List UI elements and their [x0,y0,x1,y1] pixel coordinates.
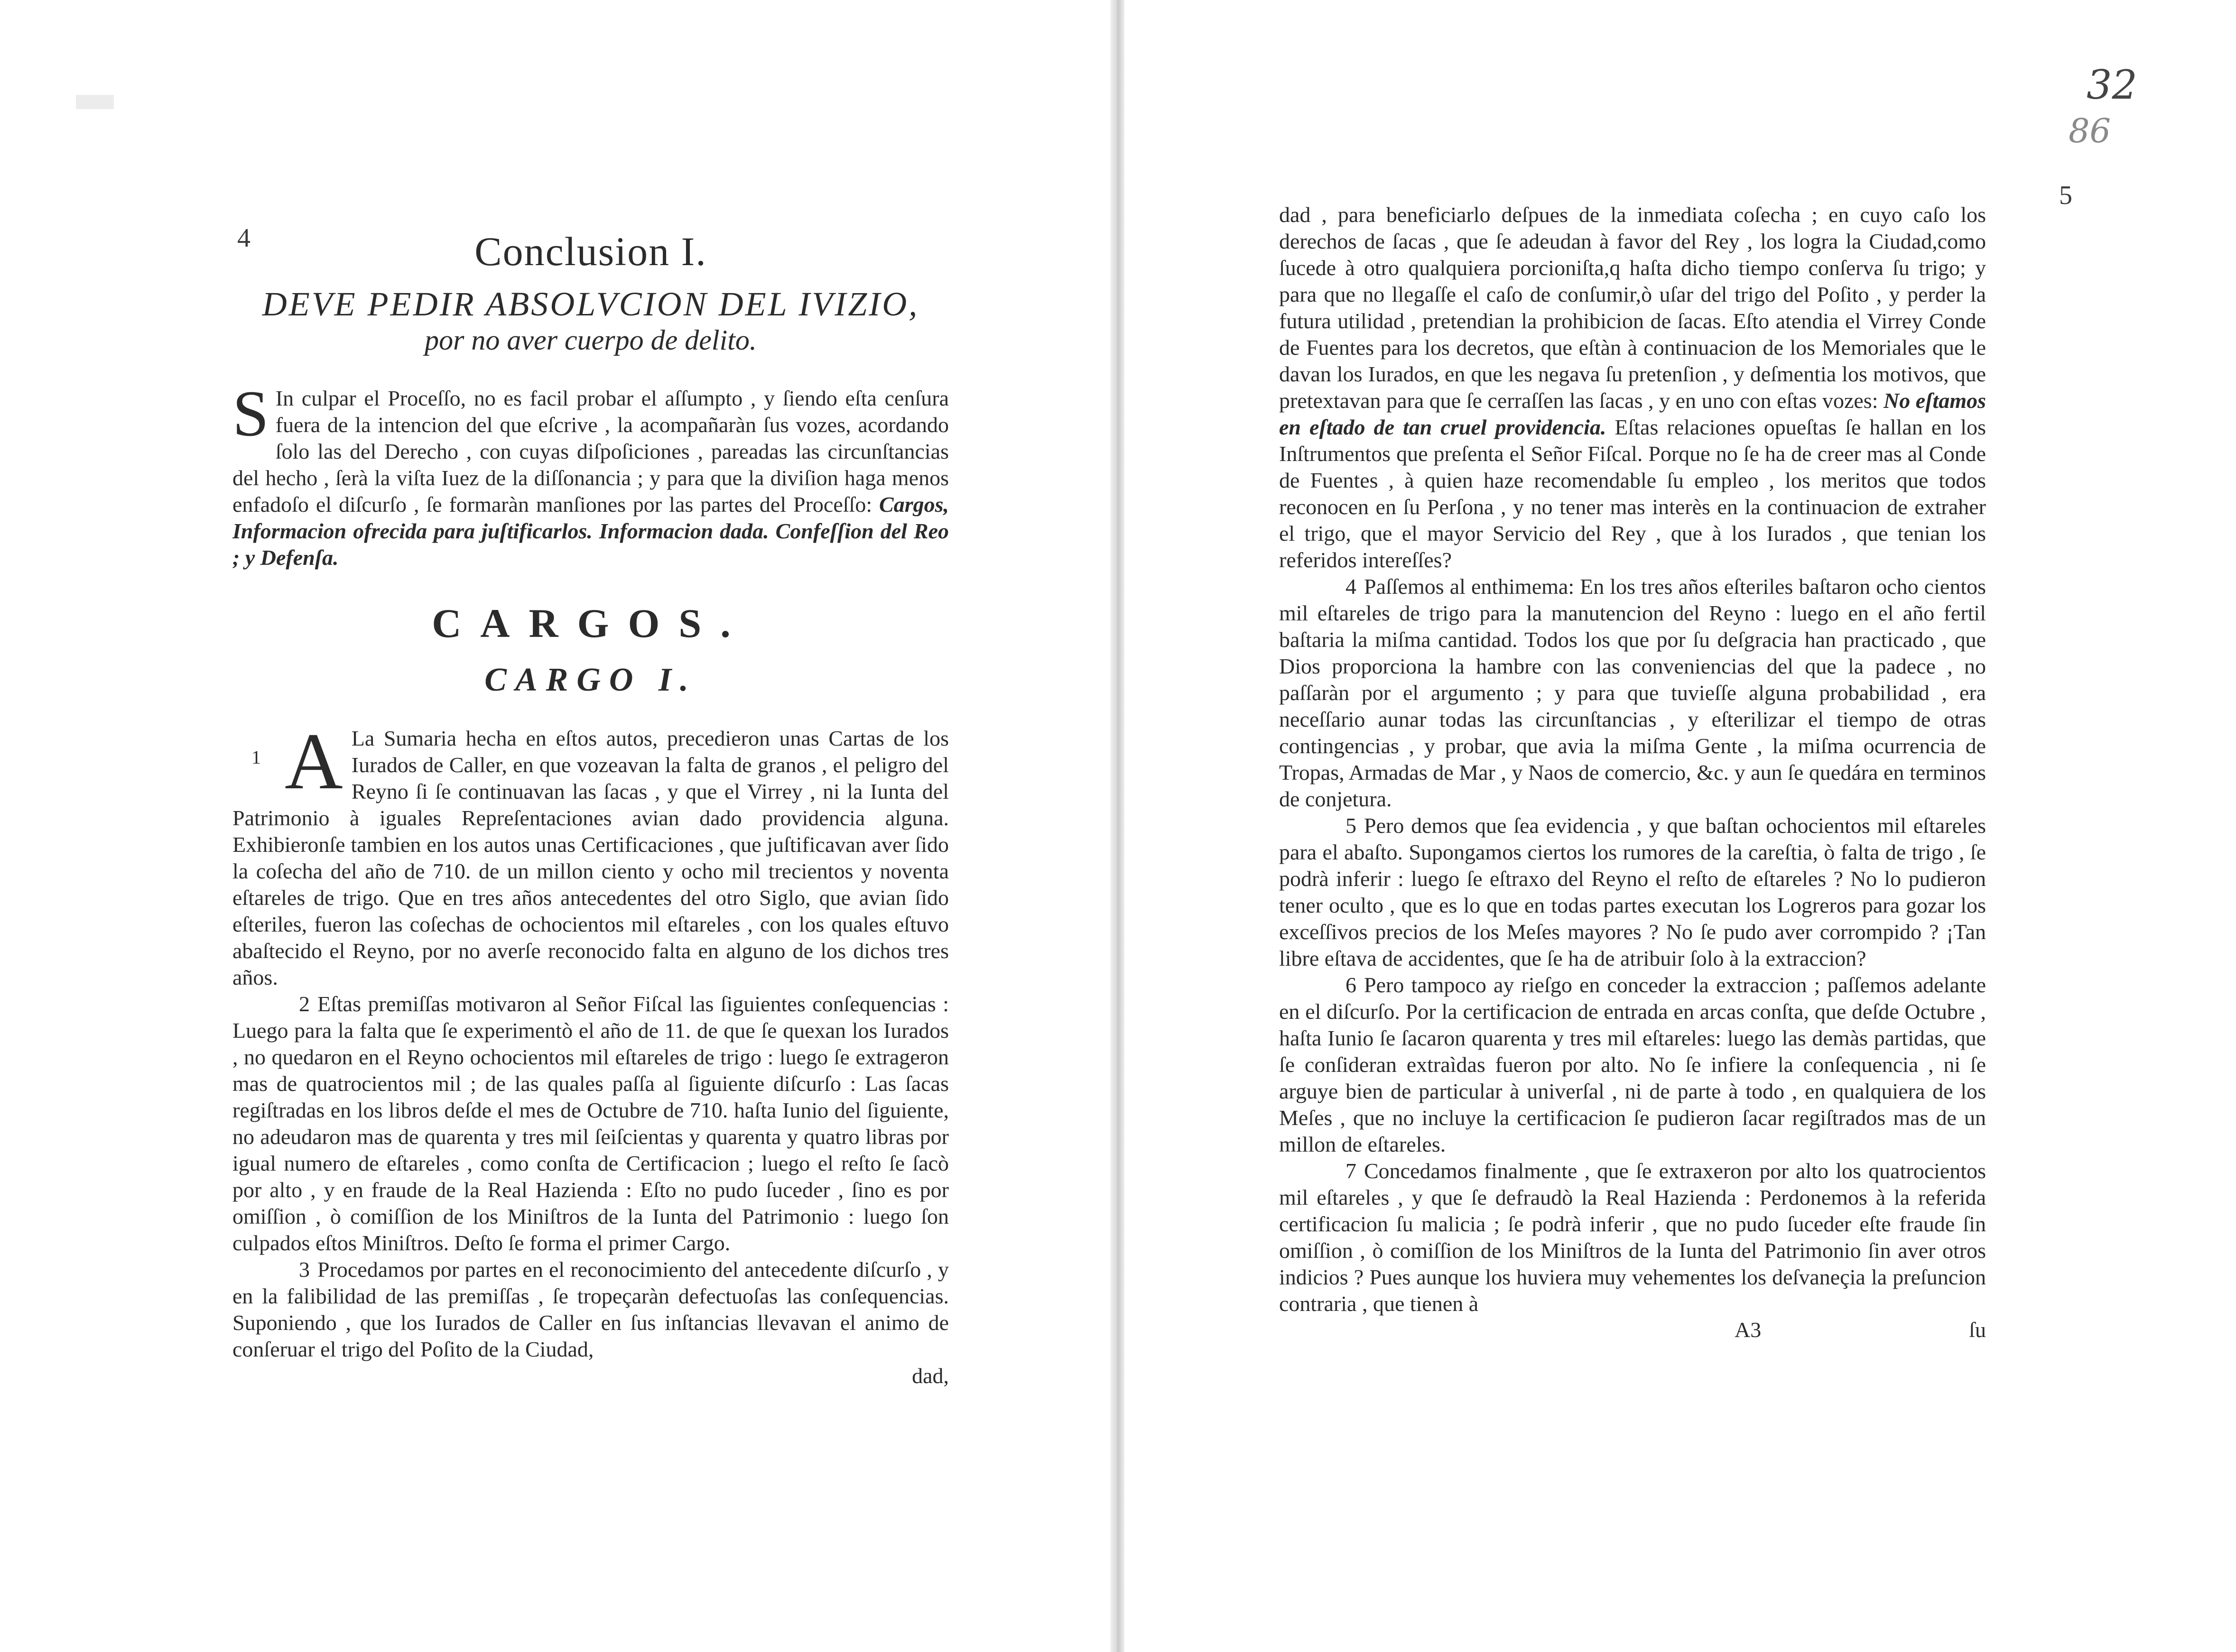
intro-dropcap: S [232,377,269,450]
paragraph-text-2: Eſtas relaciones opueſtas ſe hallan en los Inſtrumentos que preſenta el Señor Fiſcal. Porque no ſe ha de creer mas al Conde de Fuentes , à quien haze recomendable ſu empleo , los meritos que todos reconocen en ſu Perſona , y no tener mas interès en la continuacion de extraher el trigo, que el mayor Servicio del Rey , que à los Iurados , que tenian los referidos intereſſes? [1279,415,1986,572]
paragraph-number: 6 [1345,973,1356,997]
page-number: 5 [2059,181,2072,210]
intro-text: In culpar el Proceſſo, no es facil probar el aſſumpto , y ſiendo eſta cenſura fuera de la intencion del que eſcrive , la acompañaràn ſus vozes, acordando ſolo las del Derecho , con cuyas diſpoſiciones , pareadas las circunſtancias del hecho , ſerà la viſta Iuez de la diſſonancia ; y para que la diviſion haga menos enfadoſo el diſcurſo , ſe formaràn manſiones por las partes del Proceſſo: [232,386,949,517]
paragraph-number: 3 [299,1257,310,1282]
catchword: dad, [912,1364,949,1388]
cargo-title: CARGO I. [484,662,697,698]
paragraph-text: Concedamos finalmente , que ſe extraxeron por alto los quatrocientos mil eſtareles , y que ſe defraudò la Real Hazienda : Perdonemos à la referida certificacion ſu malicia ; ſe podrà inferir , que no pudo ſuceder eſte fraude ſin omiſſion , ò comiſſion de los Miniſtros de la Iunta del Patrimonio ſin aver otros indicios ? Pues aunque los huviera muy vehementes los deſvaneçia la preſuncion contraria , que tienen à [1279,1159,1986,1316]
conclusion-title: Conclusion I. [474,229,707,274]
paragraph-2 [232,991,949,1256]
right-page [1120,0,2236,1652]
paragraph-number: 5 [1345,813,1356,838]
handwritten-folio-number: 32 [2087,62,2137,108]
paragraph-4 [1279,573,1986,812]
paragraph-dropcap: A [285,717,343,806]
intro-paragraph [232,377,949,571]
right-text-column [1279,202,1986,1346]
conclusion-heading: DEVE PEDIR ABSOLVCION DEL IVIZIO, [262,285,919,323]
paragraph-text: La Sumaria hecha en eſtos autos, precedieron unas Cartas de los Iurados de Caller, en que vozeavan la falta de granos , el peligro del Reyno ſi ſe continuavan las ſacas , y que el Virrey , ni la Iunta del Patrimonio à iguales Repreſentaciones avian dado providencia alguna. Exhibieronſe tambien en los autos unas Certificaciones , que juſtificavan aver ſido la coſecha del año de 710. de un millon ciento y ocho mil trecientos y noventa eſtareles de trigo. Que en tres años antecedentes del otro Siglo, que avian ſido eſteriles, fueron las coſechas de ochocientos mil eſtareles , con los quales eſtuvo abaſtecido el Reyno, por no averſe reconocido falta en alguno de los dichos tres años. [232,726,949,989]
catchword: ſu [1969,1318,1986,1342]
paragraph-text: Pero demos que ſea evidencia , y que baſtan ochocientos mil eſtareles para el abaſto. Supongamos ciertos los rumores de la careſtia, ò falta de trigo , ſe podrà inferir : luego ſe eſtraxo del Reyno el reſto de eſtareles ? No lo pudieron tener oculto , que es lo que en todas partes executan los Logreros para gozar los exceſſivos precios de los Meſes mayores ? No ſe pudo aver corrompido ? ¡Tan libre eſtava de accidentes, que ſe ha de atribuir ſolo à la extraccion? [1279,813,1986,970]
intro-italic-text: Cargos, Informacion ofrecida para juſtificarlos. Informacion dada. Confeſſion del Reo ; y Defenſa. [232,492,949,570]
signature-mark: A3 [1735,1318,1762,1342]
page-number: 4 [237,223,251,253]
paragraph-text: dad , para beneficiarlo deſpues de la inmediata coſecha ; en cuyo caſo los derechos de ſacas , que ſe adeudan à favor del Rey , los logra la Ciudad,como ſucede à otro qualquiera porcioniſta,q haſta dicho tiempo conſerva ſu trigo; y para que no llegaſſe el caſo de conſumir,ò uſar del trigo del Poſito , y perder la futura utilidad , pretendian la prohibicion de ſacas. Eſto atendia el Virrey Conde de Fuentes para los decretos, que eſtàn à continuacion de los Memoriales que le davan los Iurados, en que les negava ſu pretenſion , y deſmentia los motivos, que pretextavan para que ſe cerraſſen las ſacas , y en uno con eſtas vozes: [1279,203,1986,413]
paragraph-number: 4 [1345,574,1356,599]
paragraph-number: 1 [251,747,261,768]
paragraph-text: Pero tampoco ay rieſgo en conceder la extraccion ; paſſemos adelante en el diſcurſo. Por la certificacion de entrada en arcas conſta, que deſde Octubre , haſta Iunio ſe ſacaron quarenta y tres mil eſtareles: luego las demàs partidas, que ſe conſideran extraìdas fueron por alto. No ſe infiere la conſequencia , ni ſe arguye bien de particular à univerſal , ni de parte à todo , en qualquiera de los Meſes , que no incluye la certificacion ſe pudieron ſacar regiſtrados mas de un millon de eſtareles. [1279,973,1986,1156]
paragraph-5 [1279,812,1986,972]
paragraph-continuation [1279,202,1986,573]
paragraph-number: 7 [1345,1159,1356,1183]
conclusion-subheading: por no aver cuerpo de delito. [425,324,757,356]
paragraph-text: Procedamos por partes en el reconocimiento del antecedente diſcurſo , y en la falibilidad de las premiſſas , ſe tropeçaràn defectuoſas las conſequencias. Suponiendo , que los Iurados de Caller en ſus inſtancias llevavan el animo de conſeruar el trigo del Poſito de la Ciudad, [232,1257,949,1361]
paragraph-3 [232,1256,949,1363]
paragraph-number: 2 [299,992,310,1016]
paragraph-1 [232,717,949,991]
paragraph-italic-quote: No eſtamos en eſtado de tan cruel providencia. [1279,388,1986,439]
paragraph-6 [1279,972,1986,1158]
left-text-column [232,228,949,1389]
handwritten-folio-number-secondary: 86 [2069,111,2111,150]
page-footer [1279,1317,1986,1346]
left-page [0,0,1110,1652]
paragraph-7 [1279,1158,1986,1317]
paragraph-text: Paſſemos al enthimema: En los tres años eſteriles baſtaron ocho cientos mil eſtareles de trigo para la manutencion del Reyno : luego en el año fertil baſtaria la miſma cantidad. Todos los que por ſu deſgracia han practicado , que Dios proporciona la hambre con las conveniencias del que la padece , no paſſaràn por el argumento ; y para que tuvieſſe alguna probabilidad , era neceſſario aunar todas las circunſtancias , y eſterilizar el tiempo de otras contingencias , y probar, que avia la miſma Gente , la miſma ocurrencia de Tropas, Armadas de Mar , y Naos de comercio, &c. y aun ſe quedára en terminos de conjetura. [1279,574,1986,811]
cargos-title: CARGOS. [432,600,750,646]
faded-mark [76,95,114,109]
paragraph-text: Eſtas premiſſas motivaron al Señor Fiſcal las ſiguientes conſequencias : Luego para la falta que ſe experimentò el año de 11. de que ſe quexan los Iurados , no quedaron en el Reyno ochocientos mil eſtareles de trigo : luego ſe extrageron mas de quatrocientos mil ; de las quales paſſa al ſiguiente diſcurſo : Las ſacas regiſtradas en los libros deſde el mes de Octubre de 710. haſta Iunio del ſiguiente, no adeudaron mas de quarenta y tres mil ſeiſcientas y quarenta y quatro libras por igual numero de eſtareles , como conſta de Certificacion ; luego el reſto ſe ſacò por alto , y en fraude de la Real Hazienda : Eſto no pudo ſuceder , ſino es por omiſſion , ò comiſſion de los Miniſtros de la Iunta del Patrimonio : luego ſon culpados eſtos Miniſtros. Deſto ſe forma el primer Cargo. [232,992,949,1255]
